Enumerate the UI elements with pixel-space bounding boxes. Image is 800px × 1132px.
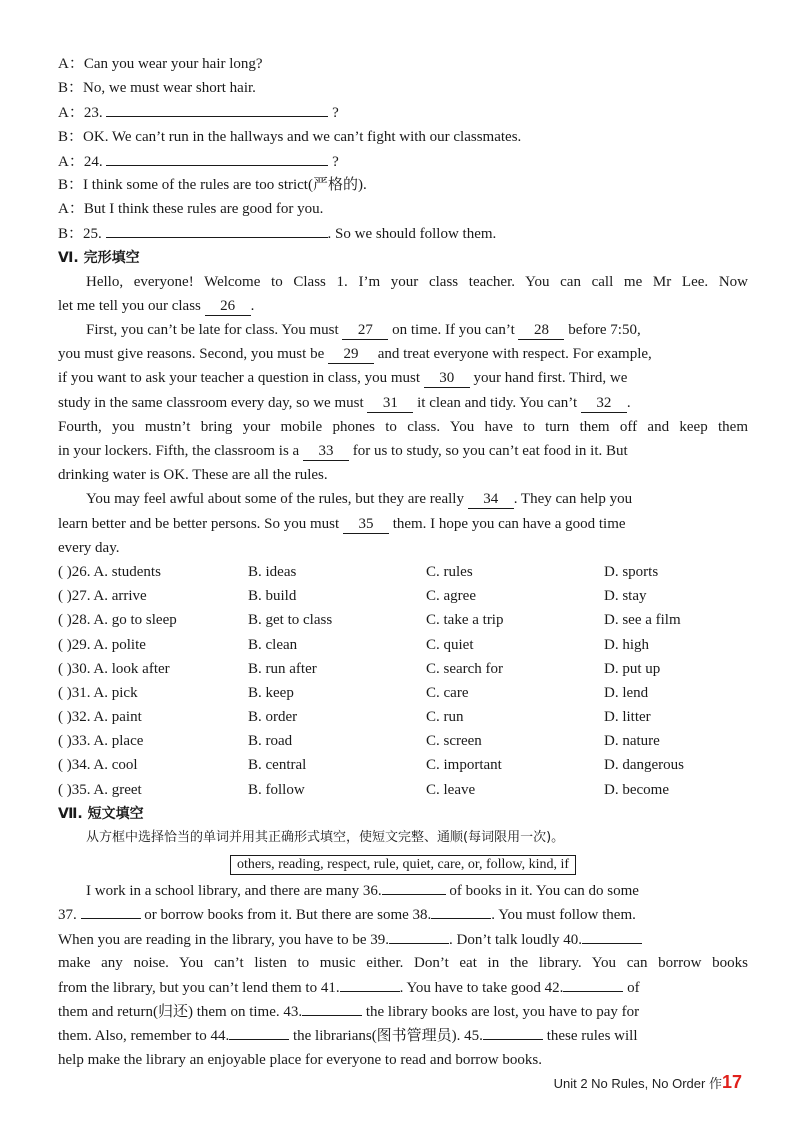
dialogue-line: B：No, we must wear short hair. [58, 80, 256, 97]
option-d[interactable]: D. high [604, 636, 649, 653]
speaker: B [58, 226, 69, 243]
text: . They can help you [513, 491, 633, 508]
answer-blank-42[interactable] [563, 975, 623, 992]
text: the librarians(图书管理员). 45. [292, 1028, 483, 1045]
answer-blank-41[interactable] [340, 975, 400, 992]
dialogue-line: B：I think some of the rules are too strict(严格的). [58, 176, 367, 193]
option-row [58, 681, 748, 705]
cloze-blank-33[interactable]: 33 [303, 442, 349, 461]
speaker: A [58, 56, 69, 72]
dialogue-text: ? [332, 105, 339, 122]
option-d[interactable]: D. stay [604, 588, 647, 605]
option-b[interactable]: B. clean [248, 636, 298, 653]
option-c[interactable]: C. care [426, 684, 469, 701]
option-c[interactable]: C. search for [426, 660, 504, 677]
text: You may feel awful about some of the rules, but they are really [86, 491, 464, 508]
answer-blank-36[interactable] [382, 878, 446, 895]
cloze-paragraph-line: drinking water is OK. These are all the rules. [58, 467, 328, 484]
dialogue-text: ? [332, 153, 339, 170]
option-row [58, 657, 748, 681]
question-number: 23. [83, 105, 103, 122]
cloze-paragraph-line [58, 342, 748, 366]
cloze-paragraph-line [58, 487, 748, 511]
text: study in the same classroom every day, so we must [58, 394, 364, 411]
cloze-paragraph-line: Hello, everyone! Welcome to Class 1. I’m your class teacher. You can call me Mr Lee. Now [86, 273, 748, 290]
option-row [58, 633, 748, 657]
passage-line: help make the library an enjoyable place for everyone to read and borrow books. [58, 1051, 542, 1068]
question-option-a[interactable]: ( )31. A. pick [58, 684, 138, 701]
option-row [58, 560, 748, 584]
speaker: B [58, 80, 69, 97]
cloze-blank-27[interactable]: 27 [342, 321, 388, 340]
dialogue-line: A：Can you wear your hair long? [58, 56, 263, 72]
option-d[interactable]: D. lend [604, 684, 649, 701]
cloze-paragraph-line: Fourth, you mustn’t bring your mobile phones to class. You have to turn them off and keep them [58, 418, 748, 435]
text: . You must follow them. [491, 907, 636, 924]
cloze-blank-31[interactable]: 31 [367, 394, 413, 413]
dialogue-text: . So we should follow them. [327, 226, 497, 243]
question-option-a[interactable]: ( )35. A. greet [58, 781, 142, 798]
question-option-a[interactable]: ( )26. A. students [58, 563, 161, 580]
text: in your lockers. Fifth, the classroom is a [58, 443, 300, 459]
text: I work in a school library, and there are many 36. [86, 883, 382, 900]
text: or borrow books from it. But there are some 38. [144, 907, 432, 924]
question-option-a[interactable]: ( )27. A. arrive [58, 588, 147, 605]
dialogue-text: No, we must wear short hair. [83, 80, 256, 97]
text: if you want to ask your teacher a question in class, you must [58, 370, 421, 387]
worksheet-page [58, 52, 748, 1072]
cloze-paragraph-line [58, 439, 748, 463]
question-option-a[interactable]: ( )29. A. polite [58, 636, 146, 653]
option-c[interactable]: C. quiet [426, 636, 474, 653]
option-c[interactable]: C. agree [426, 588, 476, 605]
cloze-blank-32[interactable]: 32 [581, 394, 627, 413]
question-option-a[interactable]: ( )34. A. cool [58, 757, 138, 774]
passage-line [58, 927, 748, 951]
text: of books in it. You can do some [449, 883, 639, 900]
question-option-a[interactable]: ( )32. A. paint [58, 709, 142, 726]
text: let me tell you our class [58, 297, 201, 314]
option-c[interactable]: C. take a trip [426, 612, 504, 629]
answer-blank-40[interactable] [582, 927, 642, 944]
option-row [58, 705, 748, 729]
cloze-paragraph-line: every day. [58, 539, 120, 556]
speaker: B [58, 176, 69, 193]
option-b[interactable]: B. keep [248, 684, 294, 701]
passage-line [58, 902, 748, 926]
option-d[interactable]: D. litter [604, 709, 651, 726]
option-row [58, 584, 748, 608]
text: and treat everyone with respect. For example, [377, 346, 652, 363]
text: these rules will [546, 1028, 638, 1045]
dialogue-line: A：23. ? [58, 100, 748, 124]
word-box-wrapper [58, 850, 748, 878]
page-footer [554, 1072, 742, 1093]
answer-blank-44[interactable] [229, 1023, 289, 1040]
answer-blank-25[interactable] [106, 221, 328, 238]
option-row [58, 729, 748, 753]
option-b[interactable]: B. build [248, 588, 297, 605]
option-d[interactable]: D. sports [604, 563, 659, 580]
text: you must give reasons. Second, you must be [58, 346, 325, 363]
answer-blank-45[interactable] [483, 1023, 543, 1040]
option-d[interactable]: D. nature [604, 733, 660, 750]
option-b[interactable]: B. run after [248, 660, 317, 677]
question-number: 25. [83, 226, 102, 243]
text: the library books are lost, you have to pay for [365, 1004, 640, 1021]
option-d[interactable]: D. dangerous [604, 757, 684, 774]
option-b[interactable]: B. get to class [248, 612, 333, 629]
text: them. Also, remember to 44. [58, 1028, 230, 1045]
option-row [58, 778, 748, 802]
text: . You have to take good 42. [399, 979, 564, 996]
unit-label: Unit 2 No Rules, No Order [553, 1076, 706, 1091]
text: learn better and be better persons. So you must [58, 515, 340, 532]
dialogue-line: B：OK. We can’t run in the hallways and we can’t fight with our classmates. [58, 128, 522, 145]
cloze-blank-29[interactable]: 29 [328, 345, 374, 364]
cloze-paragraph-line [58, 318, 748, 342]
text: When you are reading in the library, you have to be 39. [58, 931, 389, 948]
question-number: 24. [83, 153, 103, 170]
cloze-blank-34[interactable]: 34 [468, 490, 514, 509]
text: them. I hope you can have a good time [392, 515, 626, 532]
speaker: A [58, 105, 69, 122]
answer-blank-37[interactable] [81, 902, 141, 919]
option-c[interactable]: C. rules [426, 563, 473, 580]
option-c[interactable]: C. screen [426, 733, 482, 750]
answer-blank-43[interactable] [302, 999, 362, 1016]
option-b[interactable]: B. ideas [248, 563, 297, 580]
dialogue-text: Can you wear your hair long? [83, 56, 263, 72]
text: 37. [58, 907, 77, 924]
text: it clean and tidy. You can’t [417, 394, 578, 411]
zuo-label: 作 [708, 1077, 722, 1092]
option-d[interactable]: D. become [604, 781, 669, 798]
cloze-blank-28[interactable]: 28 [518, 321, 564, 340]
dialogue-line: B：25. . So we should follow them. [58, 221, 748, 245]
passage-line [58, 1023, 748, 1047]
passage-line: make any noise. You can’t listen to music either. Don’t eat in the library. You can borrow books [58, 954, 748, 971]
speaker: A [58, 153, 69, 170]
dialogue-line: A：24. ? [58, 149, 748, 173]
cloze-blank-30[interactable]: 30 [424, 369, 470, 388]
question-option-a[interactable]: ( )28. A. go to sleep [58, 612, 177, 629]
text: . [250, 297, 255, 314]
option-b[interactable]: B. follow [248, 781, 305, 798]
option-b[interactable]: B. central [248, 757, 307, 774]
text: for us to study, so you can’t eat food in it. But [352, 443, 628, 459]
text: your hand first. Third, we [473, 370, 628, 387]
cloze-paragraph-line [58, 512, 748, 536]
speaker: B [58, 128, 69, 145]
dialogue-text: OK. We can’t run in the hallways and we can’t fight with our classmates. [83, 128, 522, 145]
passage-line [58, 878, 748, 902]
option-c[interactable]: C. important [426, 757, 502, 774]
text: of [627, 979, 640, 996]
text: before 7:50, [568, 322, 641, 339]
question-option-a[interactable]: ( )33. A. place [58, 733, 144, 750]
option-b[interactable]: B. road [248, 733, 293, 750]
answer-blank-24[interactable] [106, 149, 328, 166]
speaker: A [58, 201, 69, 218]
cloze-paragraph-line [58, 391, 748, 415]
option-c[interactable]: C. leave [426, 781, 476, 798]
text: . Don’t talk loudly 40. [449, 931, 583, 948]
text: them and return(归还) them on time. 43. [58, 1004, 303, 1021]
passage-line [58, 975, 748, 999]
option-row [58, 753, 748, 777]
dialogue-text: But I think these rules are good for you. [83, 201, 324, 218]
section-title-cloze: Ⅵ. 完形填空 [58, 249, 140, 266]
dialogue-line: A：But I think these rules are good for you. [58, 201, 324, 218]
option-b[interactable]: B. order [248, 709, 298, 726]
section-title-fill-in: Ⅶ. 短文填空 [58, 805, 144, 822]
cloze-paragraph-line [58, 366, 748, 390]
passage-line [58, 999, 748, 1023]
cloze-blank-35[interactable]: 35 [343, 515, 389, 534]
section-instruction: 从方框中选择恰当的单词并用其正确形式填空，使短文完整、通顺(每词限用一次)。 [86, 830, 565, 845]
text: from the library, but you can’t lend them to 41. [58, 979, 340, 996]
dialogue-text: I think some of the rules are too strict(严格的). [83, 176, 367, 193]
word-box: others, reading, respect, rule, quiet, care, or, follow, kind, if [230, 855, 576, 875]
answer-blank-39[interactable] [389, 927, 449, 944]
text: . [626, 394, 631, 411]
option-d[interactable]: D. put up [604, 660, 661, 677]
answer-blank-38[interactable] [431, 902, 491, 919]
option-row [58, 608, 748, 632]
option-c[interactable]: C. run [426, 709, 464, 726]
answer-blank-23[interactable] [106, 100, 328, 117]
option-d[interactable]: D. see a film [604, 612, 681, 629]
page-number: 17 [721, 1072, 742, 1092]
cloze-blank-26[interactable]: 26 [205, 297, 251, 316]
question-option-a[interactable]: ( )30. A. look after [58, 660, 170, 677]
cloze-paragraph-line [58, 294, 748, 318]
text: on time. If you can’t [392, 322, 515, 339]
text: First, you can’t be late for class. You must [86, 322, 339, 339]
